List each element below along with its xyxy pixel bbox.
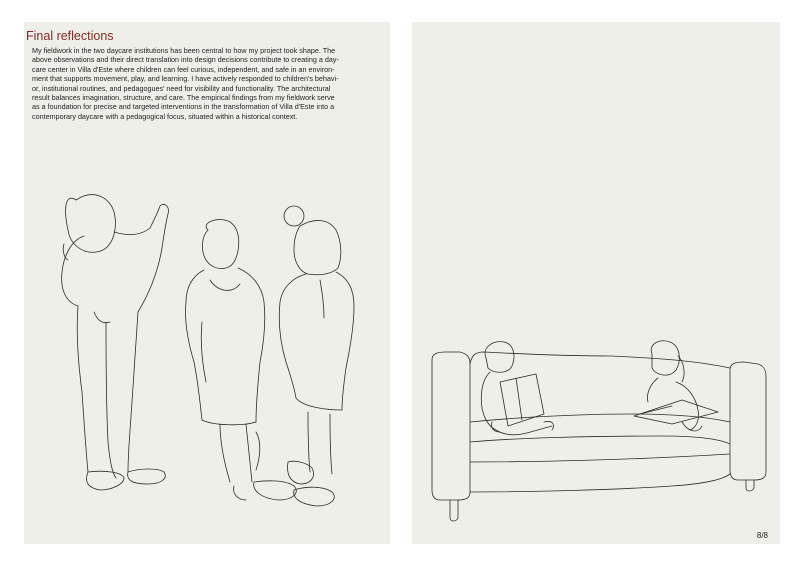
three-children-illustration <box>24 22 390 544</box>
right-page <box>412 22 780 544</box>
sofa-figure <box>432 352 766 521</box>
page-number: 8/8 <box>756 531 768 540</box>
child-left-figure <box>62 195 169 490</box>
child-reading-left-figure <box>481 342 553 435</box>
reflection-paragraph: My fieldwork in the two daycare institutions has been central to how my project took shape. The above observations and their direct translation into design decisions contribute to creating a day- care center in Villa d'Este where children can feel curious, independent, and safe in an environ- ment that supports movement, play, and learning. I have actively responded to children's behavi- or, institutional routines, and pedagogues' need for visibility and functionality. The architectural result balances imagination, structure, and care. The empirical findings from my fieldwork serve as a foundation for precise and targeted interventions in the transformation of Villa d'Este into a contemporary daycare with a pedagogical focus, situated within a historical context. <box>32 46 339 121</box>
child-middle-figure <box>185 220 296 500</box>
left-page <box>24 22 390 544</box>
page-title: Final reflections <box>26 29 114 43</box>
sofa-reading-illustration <box>412 22 780 544</box>
child-right-figure <box>279 206 354 506</box>
child-reading-right-figure <box>634 341 718 431</box>
